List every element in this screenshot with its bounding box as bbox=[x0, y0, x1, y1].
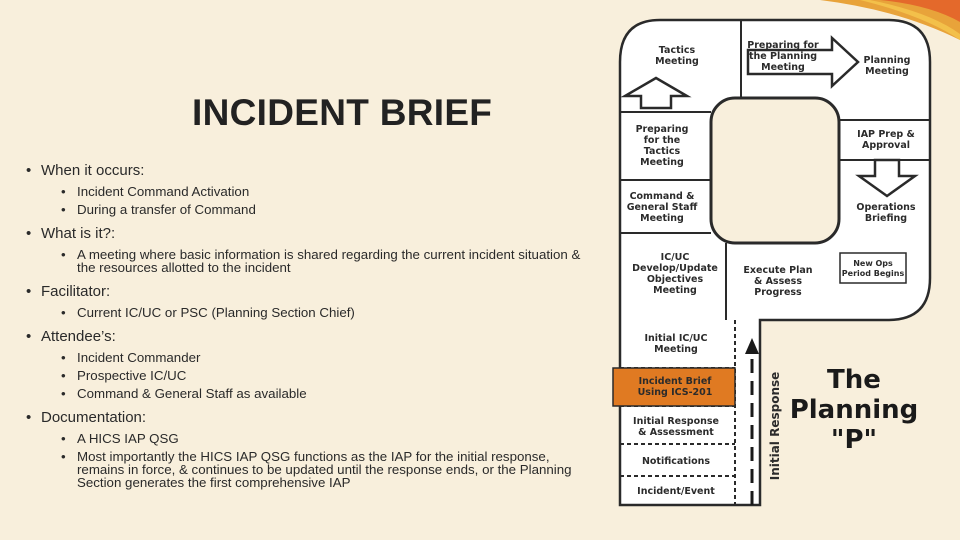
section-heading: • Attendee’s: bbox=[24, 328, 594, 346]
the-planning-p-label bbox=[790, 365, 919, 455]
section-item: • Most importantly the HICS IAP QSG functions as the IAP for the initial response, remains in force, & continues to be updated until the response ends, or the Planning Section generates the first comprehensive IAP bbox=[24, 450, 594, 489]
section-item: • During a transfer of Command bbox=[24, 203, 594, 216]
label-initial-response: Initial Response & Assessment bbox=[633, 416, 719, 438]
section-item: • Prospective IC/UC bbox=[24, 369, 594, 382]
label-preparing-tactics: Preparing for the Tactics Meeting bbox=[635, 124, 689, 168]
section-item: • Command & General Staff as available bbox=[24, 387, 594, 400]
label-ic-uc-develop: IC/UC Develop/Update Objectives Meeting bbox=[632, 252, 718, 296]
label-execute-plan: Execute Plan & Assess Progress bbox=[743, 265, 813, 298]
p-inner-hole bbox=[711, 98, 839, 243]
label-ops-briefing: Operations Briefing bbox=[856, 202, 916, 224]
label-preparing-planning: Preparing for the Planning Meeting bbox=[747, 40, 819, 73]
svg-text:ThePlanning"P": The Planning "P" bbox=[789, 365, 919, 455]
label-planning-meeting: Planning Meeting bbox=[863, 55, 911, 77]
slide-title: INCIDENT BRIEF bbox=[192, 92, 493, 133]
section-heading: • Documentation: bbox=[24, 409, 594, 427]
label-new-ops: New Ops Period Begins bbox=[841, 259, 905, 278]
label-iap-prep: IAP Prep & Approval bbox=[857, 129, 915, 151]
label-initial-response-vertical: Initial Response bbox=[768, 371, 782, 481]
section-heading: • What is it?: bbox=[24, 225, 594, 243]
section-item: • Current IC/UC or PSC (Planning Section Chief) bbox=[24, 306, 594, 319]
section-heading: • When it occurs: bbox=[24, 162, 594, 180]
label-cgs-meeting: Command & General Staff Meeting bbox=[626, 191, 698, 224]
label-initial-meeting: Initial IC/UC Meeting bbox=[644, 333, 708, 355]
section-item: • A meeting where basic information is shared regarding the current incident situation & the resources allotted to the incident bbox=[24, 248, 594, 274]
label-incident-brief: Incident Brief Using ICS-201 bbox=[637, 376, 713, 398]
new-ops-box bbox=[840, 253, 906, 283]
label-notifications: Notifications bbox=[641, 456, 711, 467]
label-tactics-meeting: Tactics Meeting bbox=[655, 45, 699, 67]
label-incident-event: Incident/Event bbox=[637, 486, 715, 497]
section-item: • Incident Command Activation bbox=[24, 185, 594, 198]
section-heading: • Facilitator: bbox=[24, 283, 594, 301]
section-item: • A HICS IAP QSG bbox=[24, 432, 594, 445]
section-item: • Incident Commander bbox=[24, 351, 594, 364]
